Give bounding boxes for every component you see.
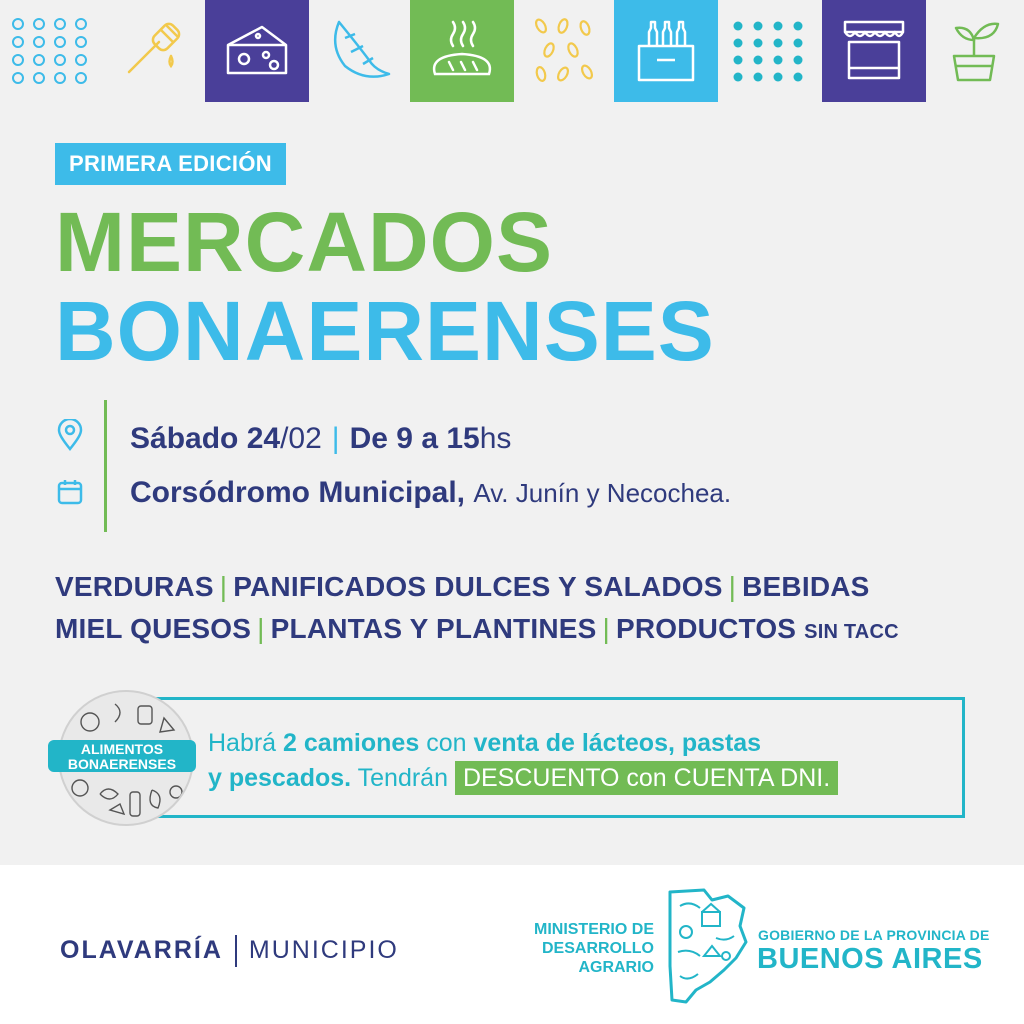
cheese-icon	[205, 0, 309, 102]
time-prefix: De	[349, 422, 388, 455]
croissant-icon	[308, 0, 412, 102]
time-a: a	[421, 422, 438, 455]
discount-highlight: DESCUENTO con CUENTA DNI.	[455, 761, 838, 795]
date-day: Sábado 24	[130, 422, 281, 455]
products-line-1	[55, 570, 870, 604]
honey-dipper-icon	[104, 0, 208, 102]
product-item: PANIFICADOS DULCES Y SALADOS	[233, 571, 723, 602]
buenos-aires-label: BUENOS AIRES	[757, 943, 983, 975]
olavarria-name: OLAVARRÍA	[60, 936, 223, 964]
product-item: MIEL QUESOS	[55, 613, 252, 644]
trucks-products: venta de lácteos, pastas	[473, 729, 762, 757]
ministry-line-2: DESARROLLO	[542, 940, 654, 957]
sin-tacc-label: SIN TACC	[804, 621, 899, 643]
title-bonaerenses: BONAERENSES	[55, 284, 715, 378]
seal-label	[48, 740, 196, 772]
bread-icon	[410, 0, 514, 102]
dot-grid-icon	[718, 0, 822, 102]
product-separator: |	[219, 571, 228, 602]
product-item: BEBIDAS	[742, 571, 870, 602]
market-stall-icon	[822, 0, 926, 102]
trucks-products-end: y pescados.	[208, 764, 352, 792]
ministry-line-3: AGRARIO	[578, 959, 654, 976]
product-item: VERDURAS	[55, 571, 214, 602]
product-separator: |	[257, 613, 265, 644]
plant-pot-icon	[924, 0, 1024, 102]
venue-line	[130, 475, 731, 511]
municipio-label: MUNICIPIO	[248, 936, 399, 964]
product-item: PRODUCTOS	[615, 613, 797, 644]
time-end: 15	[446, 422, 480, 455]
olavarria-logo	[60, 935, 399, 967]
gobierno-label: GOBIERNO DE LA PROVINCIA DE	[758, 927, 990, 943]
product-separator: |	[728, 571, 737, 602]
trucks-word: Habrá	[208, 729, 277, 757]
venue-name: Corsódromo Municipal,	[130, 476, 466, 509]
seeds-icon	[512, 0, 616, 102]
date-month: /02	[280, 422, 322, 455]
logo-divider	[235, 935, 237, 967]
time-start: 9	[396, 422, 413, 455]
trucks-count: 2 camiones	[283, 729, 420, 757]
venue-address: Av. Junín y Necochea.	[473, 478, 732, 508]
ministry-label	[520, 920, 654, 977]
date-separator: |	[331, 422, 340, 455]
calendar-icon	[56, 477, 84, 509]
seal-line-2: BONAERENSES	[67, 756, 177, 772]
buenos-aires-map-icon	[666, 886, 748, 1004]
date-time-line	[130, 421, 511, 457]
product-item: PLANTAS Y PLANTINES	[270, 613, 597, 644]
product-separator: |	[602, 613, 610, 644]
icon-strip	[0, 0, 1024, 102]
bottle-crate-icon	[614, 0, 718, 102]
products-line-2	[55, 612, 899, 649]
trucks-word: con	[426, 729, 467, 757]
trucks-word: Tendrán	[357, 764, 448, 792]
dot-grid-icon	[0, 0, 104, 102]
trucks-text-line-2	[208, 761, 838, 795]
time-suffix: hs	[479, 422, 512, 455]
info-divider	[104, 400, 107, 532]
ministry-line-1: MINISTERIO DE	[533, 921, 654, 938]
location-pin-icon	[56, 419, 84, 451]
seal-line-1: ALIMENTOS	[80, 741, 164, 757]
edition-badge: PRIMERA EDICIÓN	[55, 143, 286, 185]
trucks-text-line-1	[208, 726, 761, 760]
title-mercados: MERCADOS	[55, 195, 554, 289]
